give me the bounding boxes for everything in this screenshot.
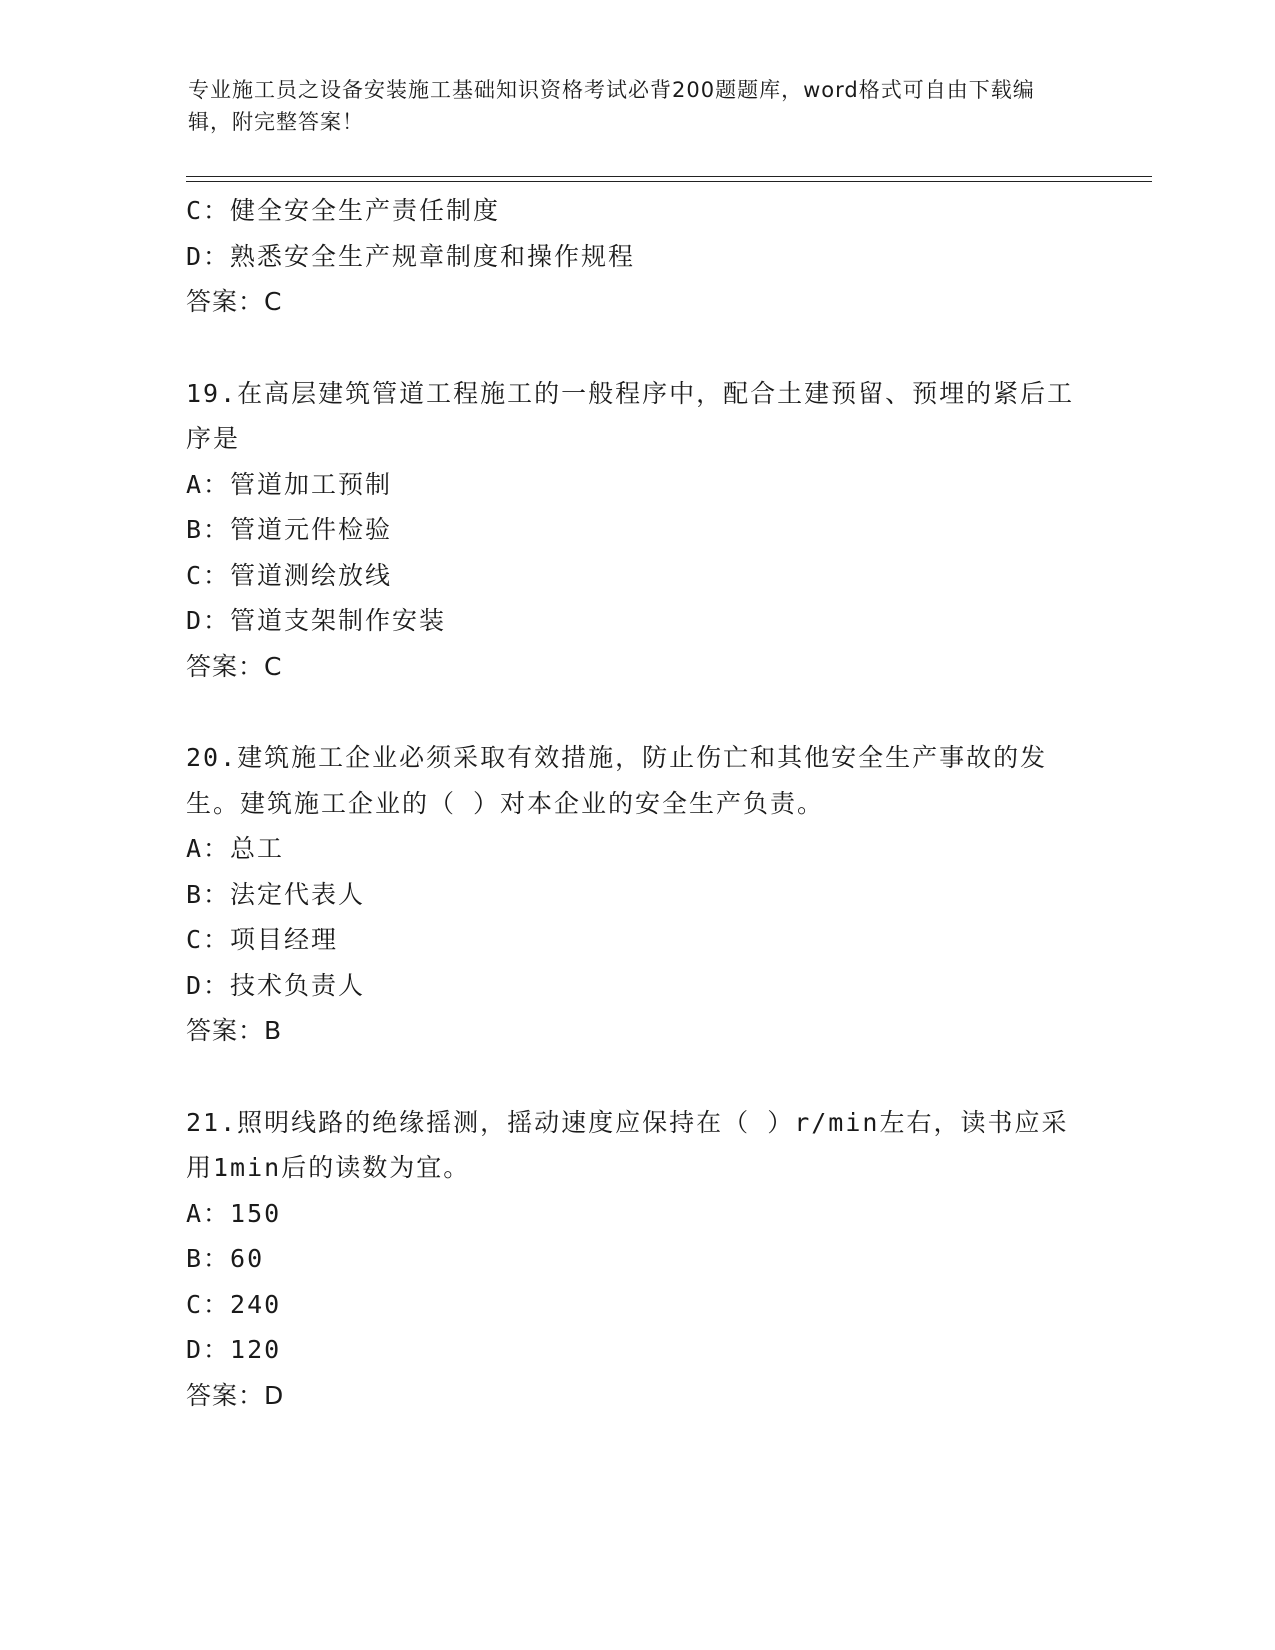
- question-title: 19.在高层建筑管道工程施工的一般程序中，配合土建预留、预埋的紧后工序是: [186, 378, 1075, 453]
- option-b: B：60: [186, 1244, 265, 1273]
- answer: 答案：C: [186, 651, 283, 681]
- option-a: A：总工: [186, 834, 285, 863]
- option-c: C：健全安全生产责任制度: [186, 196, 501, 225]
- question-list: [186, 188, 1086, 1418]
- question-20: [186, 735, 1086, 1054]
- option-d: D：管道支架制作安装: [186, 606, 447, 635]
- option-a: A：管道加工预制: [186, 469, 393, 499]
- option-c: C：管道测绘放线: [186, 560, 393, 590]
- spacer: [186, 1054, 1086, 1100]
- option-c: C：240: [186, 1289, 282, 1319]
- answer: 答案：D: [186, 1380, 285, 1410]
- option-a: A：150: [186, 1198, 282, 1228]
- option-b: B：管道元件检验: [186, 515, 393, 544]
- option-d: D：120: [186, 1335, 282, 1364]
- question-21: [186, 1100, 1086, 1419]
- option-b: B：法定代表人: [186, 879, 366, 909]
- question-title: 20.建筑施工企业必须采取有效措施，防止伤亡和其他安全生产事故的发生。建筑施工企业的（ ）对本企业的安全生产负责。: [186, 743, 1048, 818]
- continued-question: [186, 188, 1086, 325]
- header-rule-bottom: [186, 181, 1152, 182]
- option-c: C：项目经理: [186, 925, 339, 954]
- question-title: 21.照明线路的绝缘摇测，摇动速度应保持在（ ）r/min左右，读书应采用1min后的读数为宜。: [186, 1107, 1069, 1182]
- option-d: D：熟悉安全生产规章制度和操作规程: [186, 241, 636, 271]
- answer: 答案：C: [186, 287, 283, 316]
- answer: 答案：B: [186, 1016, 283, 1045]
- spacer: [186, 325, 1086, 371]
- header-rule-top: [186, 176, 1152, 177]
- question-19: [186, 371, 1086, 690]
- spacer: [186, 689, 1086, 735]
- option-d: D：技术负责人: [186, 970, 366, 1000]
- document-header: 专业施工员之设备安装施工基础知识资格考试必背200题题库，word格式可自由下载编辑，附完整答案！: [188, 78, 1035, 134]
